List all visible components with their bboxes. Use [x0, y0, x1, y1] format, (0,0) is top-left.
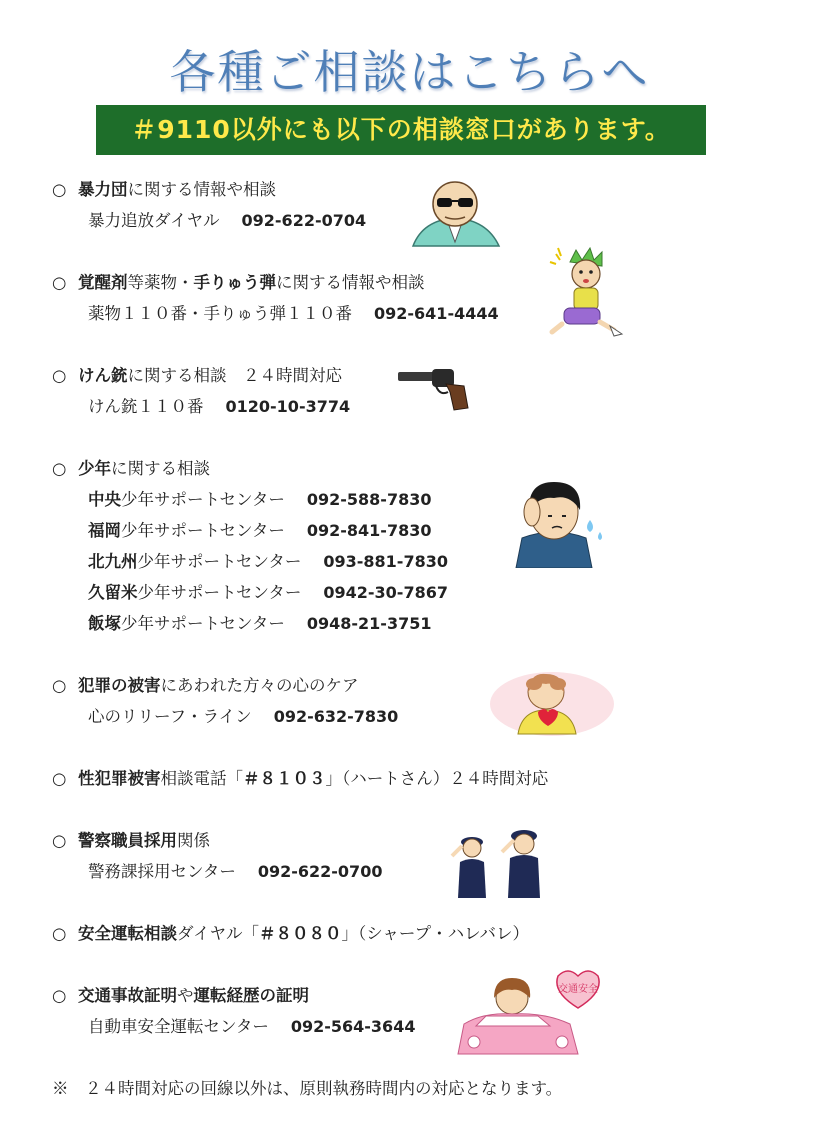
contact-label: 薬物１１０番・手りゅう弾１１０番 — [88, 304, 352, 323]
section-heading-text: ダイヤル「 — [177, 924, 260, 943]
section-heading-text: にあわれた方々の心のケア — [160, 676, 359, 695]
bullet-circle: ○ — [52, 924, 67, 943]
section-heading-text: 等薬物・ — [127, 273, 194, 292]
center-area: 福岡 — [88, 521, 121, 540]
section-heading-text: に関する情報や相談 — [127, 180, 276, 199]
phone-number: 093-881-7830 — [323, 552, 448, 571]
section-heading-text: に関する相談 ２４時間対応 — [127, 366, 342, 385]
phone-number: 092-588-7830 — [306, 490, 432, 509]
page-title: 各種ご相談はこちらへ — [169, 45, 650, 99]
caring-girl-illustration — [488, 668, 616, 738]
section-heading-bold: 少年 — [78, 459, 111, 478]
section-kenju — [52, 360, 350, 422]
section-heading-text: 」（ハートさん）２４時間対応 — [325, 769, 549, 788]
section-heading-bold: 覚醒剤 — [78, 273, 128, 292]
gangster-illustration — [405, 180, 505, 248]
phone-number: 0942-30-7867 — [323, 583, 448, 602]
bullet-circle: ○ — [52, 831, 67, 850]
contact-label: けん銃１１０番 — [88, 397, 204, 416]
section-heading-bold: 安全運転相談 — [78, 924, 177, 943]
section-heading-text: 」（シャープ・ハレバレ） — [341, 924, 529, 943]
section-anzen — [52, 918, 529, 949]
section-heading-bold: 運転経歴の証明 — [193, 986, 309, 1005]
contact-label: 自動車安全運転センター — [88, 1017, 269, 1036]
footnote: ※ ２４時間対応の回線以外は、原則執務時間内の対応となります。 — [52, 1079, 563, 1098]
section-heading-text: に関する相談 — [111, 459, 210, 478]
phone-number: 092-622-0700 — [257, 862, 383, 881]
bullet-circle: ○ — [52, 769, 67, 788]
section-seihanzai — [52, 763, 548, 794]
section-heading-bold: けん銃 — [78, 366, 128, 385]
bullet-circle: ○ — [52, 459, 67, 478]
troubled-boy-illustration — [512, 476, 608, 568]
section-heading-text: 関係 — [177, 831, 210, 850]
center-area: 飯塚 — [88, 614, 121, 633]
section-higai — [52, 670, 398, 732]
section-shonen — [52, 453, 448, 639]
section-kakuseizai — [52, 267, 499, 329]
center-area: 中央 — [88, 490, 121, 509]
phone-number: 092-632-7830 — [273, 707, 399, 726]
contact-label: 少年サポートセンター — [121, 521, 285, 540]
gun-illustration — [396, 364, 474, 412]
center-area: 久留米 — [88, 583, 138, 602]
safe-driving-illustration — [454, 968, 604, 1058]
phone-number: 0948-21-3751 — [306, 614, 432, 633]
contact-label: 暴力追放ダイヤル — [88, 211, 220, 230]
section-boryokudan — [52, 174, 366, 236]
list-item — [52, 577, 448, 608]
phone-number: 092-564-3644 — [290, 1017, 416, 1036]
list-item — [52, 484, 448, 515]
phone-number: 092-641-4444 — [374, 304, 499, 323]
section-heading-text: 相談電話「 — [160, 769, 243, 788]
contact-label: 警務課採用センター — [88, 862, 236, 881]
section-heading-bold: ＃８０８０ — [259, 924, 342, 943]
section-jiko — [52, 980, 415, 1042]
contact-label: 心のリリーフ・ライン — [88, 707, 252, 726]
bullet-circle: ○ — [52, 986, 67, 1005]
bullet-circle: ○ — [52, 366, 67, 385]
contact-label: 少年サポートセンター — [137, 552, 302, 571]
section-heading-text: や — [177, 986, 194, 1005]
section-saiyo — [52, 825, 382, 887]
phone-number: 0120-10-3774 — [225, 397, 351, 416]
list-item — [52, 608, 448, 639]
section-heading-bold: 警察職員採用 — [78, 831, 177, 850]
section-heading-bold: 手りゅう弾 — [193, 273, 276, 292]
contact-label: 少年サポートセンター — [121, 490, 285, 509]
section-heading-bold: 性犯罪被害 — [78, 769, 161, 788]
section-heading-text: に関する情報や相談 — [276, 273, 425, 292]
section-heading-bold: 犯罪の被害 — [78, 676, 161, 695]
info-banner: ＃9110以外にも以下の相談窓口があります。 — [96, 105, 706, 155]
phone-number: 092-622-0704 — [241, 211, 367, 230]
list-item — [52, 515, 448, 546]
bullet-circle: ○ — [52, 676, 67, 695]
bullet-circle: ○ — [52, 180, 67, 199]
bullet-circle: ○ — [52, 273, 67, 292]
contact-label: 少年サポートセンター — [137, 583, 302, 602]
heart-sign-text: 交通安全 — [558, 984, 598, 995]
section-heading-bold: ＃８１０３ — [243, 769, 326, 788]
phone-number: 092-841-7830 — [306, 521, 432, 540]
section-heading-bold: 交通事故証明 — [78, 986, 177, 1005]
section-heading-bold: 暴力団 — [78, 180, 128, 199]
list-item — [52, 546, 448, 577]
center-area: 北九州 — [88, 552, 138, 571]
contact-label: 少年サポートセンター — [121, 614, 285, 633]
police-officers-illustration — [440, 826, 556, 898]
drug-person-illustration — [544, 246, 626, 338]
